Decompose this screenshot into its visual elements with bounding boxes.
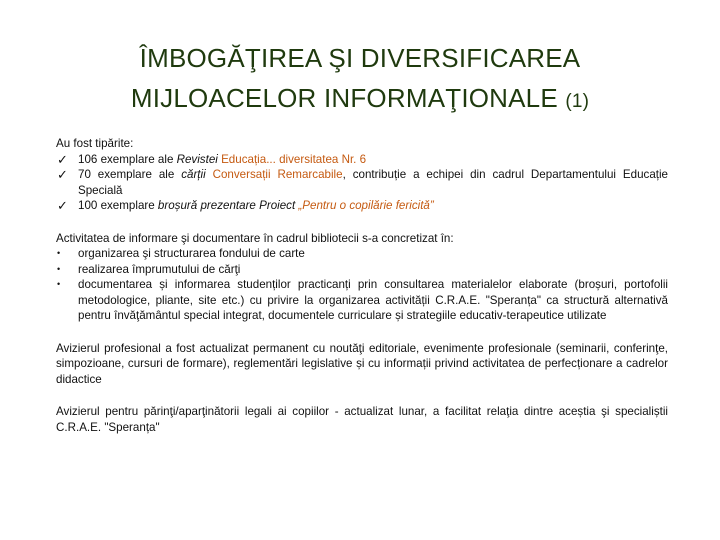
checkmark-icon: ✓ (57, 198, 68, 213)
checkmark-icon: ✓ (57, 151, 68, 167)
item-highlight: „Pentru o copilărie fericită” (298, 199, 434, 212)
item-highlight: Conversații Remarcabile (212, 168, 343, 181)
item-text: realizarea împrumutului de cărţi (78, 262, 241, 276)
item-text-italic: broșură prezentare Proiect (157, 199, 299, 212)
list-item (56, 277, 668, 324)
title-line-2-text: MIJLOACELOR INFORMAŢIONALE (130, 83, 558, 113)
publications-list (56, 152, 668, 214)
checkmark-icon: ✓ (57, 167, 68, 182)
item-text: organizarea şi structurarea fondului de carte (78, 247, 305, 260)
bullet-icon: • (57, 263, 61, 274)
slide-content (56, 136, 668, 452)
parents-board-paragraph: Avizierul pentru părinţi/aparţinătorii legali ai copiilor - actualizat lunar, a facilitat relaţia dintre aceștia şi specialiștii C.R.A.E. "Speranța" (56, 405, 668, 434)
list-item (56, 152, 668, 168)
publications-heading: Au fost tipărite: (56, 137, 134, 150)
title-line-2 (40, 78, 680, 122)
activity-list (56, 246, 668, 324)
bullet-icon: • (57, 248, 61, 258)
activity-section (56, 231, 668, 324)
list-item (56, 167, 668, 198)
item-text: documentarea și informarea studenților practicanți prin consultarea materialelor elaborate (broșuri, portofolii metodologice, pliante, site etc.) cu privire la organizarea activității C.R.A.E. "Speranța" ca structură alternativă pentru învăţământul special integrat, documentele curriculare și strategiile educativ-terapeutice utilizate (78, 278, 668, 322)
title-line-1: ÎMBOGĂŢIREA ŞI DIVERSIFICAREA (139, 43, 581, 73)
item-text: 106 exemplare ale (78, 152, 177, 166)
list-item (56, 246, 668, 262)
item-text-tail: , contribuție a echipei din cadrul Departamentului Educație Specială (78, 168, 669, 197)
professional-board-paragraph: Avizierul profesional a fost actualizat permanent cu noutăţi editoriale, evenimente profesionale (seminarii, conferinţe, simpozioane, cursuri de formare), reglementări legislative și cu informații privind activitatea de perfecționare a cadrelor didactice (56, 341, 668, 386)
title-suffix: (1) (565, 91, 590, 112)
publications-section (56, 136, 668, 214)
activity-intro: Activitatea de informare şi documentare în cadrul bibliotecii s-a concretizat în: (56, 231, 454, 245)
list-item (56, 198, 668, 214)
list-item (56, 262, 668, 278)
item-highlight: Educația... diversitatea Nr. 6 (221, 152, 367, 166)
item-text-italic: cărții (181, 168, 213, 181)
bullet-icon: • (57, 279, 61, 289)
slide-title (40, 38, 680, 122)
item-text-italic: Revistei (176, 152, 222, 166)
item-text: 100 exemplare (78, 199, 158, 212)
item-text: 70 exemplare ale (78, 168, 182, 181)
